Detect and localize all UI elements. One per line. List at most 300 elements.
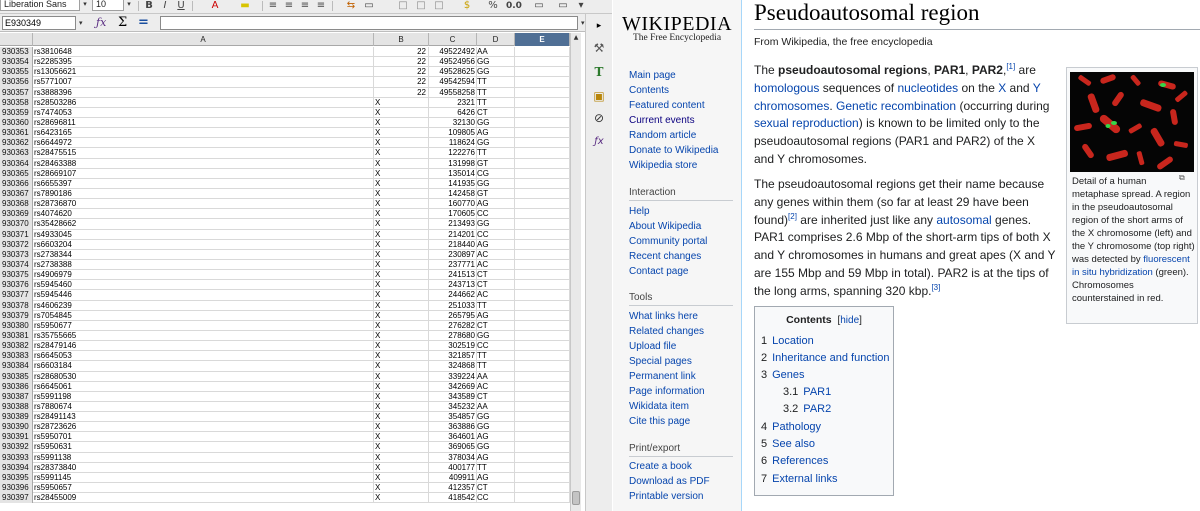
- toc-hide-toggle[interactable]: [837, 315, 861, 326]
- add-decimal-icon[interactable]: ▭: [534, 0, 544, 11]
- reference-1[interactable]: [1]: [1006, 62, 1016, 71]
- cell-snp-id[interactable]: rs2738388: [33, 260, 374, 270]
- cell-chromosome[interactable]: [374, 260, 429, 270]
- cell-snp-id[interactable]: rs28723626: [33, 422, 374, 432]
- row-header[interactable]: 930389: [0, 412, 33, 422]
- cell-chromosome[interactable]: [374, 483, 429, 493]
- cell-genotype[interactable]: CC: [477, 209, 515, 219]
- cell-genotype[interactable]: CG: [477, 169, 515, 179]
- link-homologous[interactable]: homologous: [754, 80, 820, 95]
- cell-chromosome[interactable]: [374, 493, 429, 503]
- cell-position[interactable]: [429, 392, 477, 402]
- cell-position[interactable]: [429, 270, 477, 280]
- cell-chromosome[interactable]: [374, 148, 429, 158]
- cell-chromosome[interactable]: [374, 47, 429, 57]
- cell-empty[interactable]: [515, 77, 570, 87]
- cell-empty[interactable]: [515, 88, 570, 98]
- cell-genotype[interactable]: CC: [477, 493, 515, 503]
- cell-genotype[interactable]: CC: [477, 230, 515, 240]
- cell-genotype[interactable]: AG: [477, 311, 515, 321]
- row-header[interactable]: 930357: [0, 88, 33, 98]
- link-fluorescent-in-situ-hybridization[interactable]: fluorescent in situ hybridization: [1072, 254, 1190, 278]
- cell-snp-id[interactable]: rs28503286: [33, 98, 374, 108]
- nav-wikidata-item[interactable]: Wikidata item: [629, 401, 690, 412]
- row-header[interactable]: 930394: [0, 463, 33, 473]
- toc-item-see-also[interactable]: [761, 438, 815, 450]
- cell-position[interactable]: [429, 372, 477, 382]
- cell-genotype[interactable]: AG: [477, 453, 515, 463]
- cell-empty[interactable]: [515, 290, 570, 300]
- column-header-d[interactable]: D: [477, 33, 515, 46]
- cell-position[interactable]: [429, 138, 477, 148]
- nav-upload-file[interactable]: Upload file: [629, 341, 677, 352]
- cell-position[interactable]: [429, 442, 477, 452]
- cell-chromosome[interactable]: [374, 301, 429, 311]
- cell-empty[interactable]: [515, 57, 570, 67]
- cell-position[interactable]: [429, 331, 477, 341]
- cell-position[interactable]: [429, 351, 477, 361]
- cell-snp-id[interactable]: rs5950631: [33, 442, 374, 452]
- cell-empty[interactable]: [515, 301, 570, 311]
- nav-wikipedia-store[interactable]: Wikipedia store: [629, 160, 698, 171]
- cell-genotype[interactable]: CT: [477, 280, 515, 290]
- nav-cite-this-page[interactable]: Cite this page: [629, 416, 691, 427]
- row-header[interactable]: 930378: [0, 301, 33, 311]
- vertical-scrollbar[interactable]: [570, 33, 581, 511]
- nav-related-changes[interactable]: Related changes: [629, 326, 705, 337]
- nav-create-book[interactable]: Create a book: [629, 461, 692, 472]
- cell-snp-id[interactable]: rs3888396: [33, 88, 374, 98]
- cell-position[interactable]: [429, 311, 477, 321]
- cell-chromosome[interactable]: [374, 351, 429, 361]
- cell-position[interactable]: [429, 493, 477, 503]
- cell-snp-id[interactable]: rs28463388: [33, 159, 374, 169]
- cell-chromosome[interactable]: [374, 372, 429, 382]
- cell-empty[interactable]: [515, 402, 570, 412]
- cell-empty[interactable]: [515, 128, 570, 138]
- toc-hide-link[interactable]: hide: [840, 315, 860, 326]
- cell-snp-id[interactable]: rs7054845: [33, 311, 374, 321]
- cell-chromosome[interactable]: [374, 321, 429, 331]
- nav-about[interactable]: About Wikipedia: [629, 221, 702, 232]
- link-x[interactable]: X: [998, 80, 1007, 95]
- cell-genotype[interactable]: GG: [477, 412, 515, 422]
- toc-item-references[interactable]: [761, 455, 828, 467]
- cell-empty[interactable]: [515, 280, 570, 290]
- cell-empty[interactable]: [515, 240, 570, 250]
- wikipedia-logo[interactable]: [613, 0, 741, 56]
- cell-position[interactable]: [429, 98, 477, 108]
- properties-icon[interactable]: ⚒: [593, 41, 605, 55]
- percent-icon[interactable]: %: [488, 0, 498, 11]
- cell-grid[interactable]: [0, 47, 570, 511]
- cell-position[interactable]: [429, 199, 477, 209]
- cell-chromosome[interactable]: [374, 199, 429, 209]
- cell-empty[interactable]: [515, 341, 570, 351]
- cell-empty[interactable]: [515, 311, 570, 321]
- cell-position[interactable]: [429, 169, 477, 179]
- row-header[interactable]: 930385: [0, 372, 33, 382]
- row-header[interactable]: 930393: [0, 453, 33, 463]
- row-header[interactable]: 930374: [0, 260, 33, 270]
- cell-empty[interactable]: [515, 230, 570, 240]
- italic-icon[interactable]: I: [163, 0, 167, 11]
- row-header[interactable]: 930388: [0, 402, 33, 412]
- cell-chromosome[interactable]: [374, 169, 429, 179]
- link-nucleotides[interactable]: nucleotides: [897, 80, 959, 95]
- row-header[interactable]: 930382: [0, 341, 33, 351]
- cell-snp-id[interactable]: rs5950701: [33, 432, 374, 442]
- row-header[interactable]: 930395: [0, 473, 33, 483]
- cell-chromosome[interactable]: [374, 331, 429, 341]
- toolbar-overflow-icon[interactable]: ▾: [578, 0, 584, 11]
- cell-chromosome[interactable]: [374, 280, 429, 290]
- cell-genotype[interactable]: AC: [477, 382, 515, 392]
- cell-chromosome[interactable]: [374, 250, 429, 260]
- border-style-icon[interactable]: □: [416, 0, 426, 11]
- cell-snp-id[interactable]: rs7474053: [33, 108, 374, 118]
- cell-chromosome[interactable]: [374, 402, 429, 412]
- cell-position[interactable]: [429, 128, 477, 138]
- row-header[interactable]: 930384: [0, 361, 33, 371]
- scroll-up-icon[interactable]: ▲: [573, 34, 579, 41]
- cell-empty[interactable]: [515, 463, 570, 473]
- row-header[interactable]: 930363: [0, 148, 33, 158]
- cell-position[interactable]: [429, 341, 477, 351]
- cell-snp-id[interactable]: rs13056621: [33, 67, 374, 77]
- toc-item-inheritance[interactable]: [761, 352, 890, 364]
- cell-genotype[interactable]: GT: [477, 159, 515, 169]
- cell-empty[interactable]: [515, 219, 570, 229]
- cell-snp-id[interactable]: rs6644972: [33, 138, 374, 148]
- cell-genotype[interactable]: CT: [477, 392, 515, 402]
- cell-chromosome[interactable]: [374, 98, 429, 108]
- row-header[interactable]: 930383: [0, 351, 33, 361]
- sum-icon[interactable]: Σ: [118, 15, 128, 30]
- cell-position[interactable]: [429, 47, 477, 57]
- font-size-box[interactable]: 10: [92, 0, 124, 11]
- align-left-icon[interactable]: ≡: [268, 0, 278, 11]
- cell-position[interactable]: [429, 280, 477, 290]
- cell-genotype[interactable]: TT: [477, 301, 515, 311]
- borders-icon[interactable]: □: [398, 0, 408, 11]
- cell-chromosome[interactable]: [374, 392, 429, 402]
- row-header[interactable]: 930397: [0, 493, 33, 503]
- cell-chromosome[interactable]: [374, 382, 429, 392]
- row-header[interactable]: 930356: [0, 77, 33, 87]
- cell-position[interactable]: [429, 148, 477, 158]
- cell-chromosome[interactable]: [374, 422, 429, 432]
- cell-empty[interactable]: [515, 422, 570, 432]
- cell-position[interactable]: [429, 422, 477, 432]
- functions-icon[interactable]: ƒx: [594, 136, 604, 147]
- cell-genotype[interactable]: TT: [477, 98, 515, 108]
- nav-contact-page[interactable]: Contact page: [629, 266, 689, 277]
- cell-empty[interactable]: [515, 148, 570, 158]
- row-header[interactable]: 930392: [0, 442, 33, 452]
- row-header[interactable]: 930354: [0, 57, 33, 67]
- cell-chromosome[interactable]: [374, 412, 429, 422]
- toc-item-par2[interactable]: [783, 403, 831, 415]
- cell-genotype[interactable]: TT: [477, 351, 515, 361]
- cell-snp-id[interactable]: rs6645053: [33, 351, 374, 361]
- row-header[interactable]: 930376: [0, 280, 33, 290]
- cell-empty[interactable]: [515, 392, 570, 402]
- column-header-e[interactable]: E: [515, 33, 570, 46]
- toc-item-pathology[interactable]: [761, 421, 821, 433]
- cell-genotype[interactable]: AG: [477, 128, 515, 138]
- formula-expand-icon[interactable]: ▾: [581, 19, 585, 27]
- cell-empty[interactable]: [515, 432, 570, 442]
- cell-snp-id[interactable]: rs28491143: [33, 412, 374, 422]
- cell-position[interactable]: [429, 108, 477, 118]
- cell-chromosome[interactable]: [374, 179, 429, 189]
- row-header[interactable]: 930364: [0, 159, 33, 169]
- column-header-a[interactable]: A: [33, 33, 374, 46]
- cell-chromosome[interactable]: [374, 118, 429, 128]
- column-header-c[interactable]: C: [429, 33, 477, 46]
- cell-empty[interactable]: [515, 382, 570, 392]
- metaphase-spread-image[interactable]: [1070, 72, 1194, 172]
- row-header[interactable]: 930368: [0, 199, 33, 209]
- cell-snp-id[interactable]: rs6423165: [33, 128, 374, 138]
- reference-2[interactable]: [2]: [788, 211, 797, 221]
- cell-position[interactable]: [429, 473, 477, 483]
- nav-page-information[interactable]: Page information: [629, 386, 705, 397]
- cell-genotype[interactable]: AG: [477, 199, 515, 209]
- row-header[interactable]: 930360: [0, 118, 33, 128]
- cell-position[interactable]: [429, 453, 477, 463]
- cell-position[interactable]: [429, 118, 477, 128]
- cell-position[interactable]: [429, 432, 477, 442]
- cell-snp-id[interactable]: rs7880674: [33, 402, 374, 412]
- row-header[interactable]: 930355: [0, 67, 33, 77]
- cell-empty[interactable]: [515, 321, 570, 331]
- cell-snp-id[interactable]: rs35428662: [33, 219, 374, 229]
- cell-genotype[interactable]: GG: [477, 179, 515, 189]
- cell-chromosome[interactable]: [374, 189, 429, 199]
- cell-genotype[interactable]: TT: [477, 361, 515, 371]
- cell-snp-id[interactable]: rs6603204: [33, 240, 374, 250]
- row-header[interactable]: 930371: [0, 230, 33, 240]
- cell-chromosome[interactable]: [374, 67, 429, 77]
- nav-permanent-link[interactable]: Permanent link: [629, 371, 696, 382]
- align-center-icon[interactable]: ≡: [284, 0, 294, 11]
- cell-empty[interactable]: [515, 331, 570, 341]
- row-header[interactable]: 930365: [0, 169, 33, 179]
- cell-empty[interactable]: [515, 209, 570, 219]
- cell-chromosome[interactable]: [374, 290, 429, 300]
- row-header[interactable]: 930366: [0, 179, 33, 189]
- cell-position[interactable]: [429, 159, 477, 169]
- cell-snp-id[interactable]: rs28479146: [33, 341, 374, 351]
- cell-genotype[interactable]: GG: [477, 138, 515, 148]
- cell-position[interactable]: [429, 260, 477, 270]
- nav-current-events[interactable]: Current events: [629, 115, 695, 126]
- toc-item-par1[interactable]: [783, 386, 831, 398]
- cell-genotype[interactable]: AG: [477, 432, 515, 442]
- row-header[interactable]: 930396: [0, 483, 33, 493]
- select-all-corner[interactable]: [0, 33, 33, 46]
- cell-genotype[interactable]: GT: [477, 189, 515, 199]
- cell-position[interactable]: [429, 412, 477, 422]
- cell-snp-id[interactable]: rs5771007: [33, 77, 374, 87]
- cell-empty[interactable]: [515, 179, 570, 189]
- row-header[interactable]: 930359: [0, 108, 33, 118]
- cell-genotype[interactable]: CT: [477, 270, 515, 280]
- cell-chromosome[interactable]: [374, 230, 429, 240]
- cell-snp-id[interactable]: rs4906979: [33, 270, 374, 280]
- cell-position[interactable]: [429, 219, 477, 229]
- name-box-dropdown-icon[interactable]: ▾: [79, 19, 83, 27]
- cell-position[interactable]: [429, 463, 477, 473]
- cell-chromosome[interactable]: [374, 108, 429, 118]
- nav-download-pdf[interactable]: Download as PDF: [629, 476, 710, 487]
- row-header[interactable]: 930367: [0, 189, 33, 199]
- cell-genotype[interactable]: GG: [477, 67, 515, 77]
- cell-chromosome[interactable]: [374, 442, 429, 452]
- cell-snp-id[interactable]: rs3810648: [33, 47, 374, 57]
- nav-community-portal[interactable]: Community portal: [629, 236, 708, 247]
- toc-item-location[interactable]: [761, 335, 814, 347]
- styles-icon[interactable]: T: [594, 65, 604, 79]
- cell-genotype[interactable]: TT: [477, 463, 515, 473]
- cell-empty[interactable]: [515, 260, 570, 270]
- nav-main-page[interactable]: Main page: [629, 70, 676, 81]
- cell-empty[interactable]: [515, 189, 570, 199]
- bold-icon[interactable]: B: [145, 0, 153, 11]
- cell-genotype[interactable]: GG: [477, 118, 515, 128]
- cell-genotype[interactable]: GG: [477, 331, 515, 341]
- scrollbar-thumb[interactable]: [572, 491, 580, 505]
- cell-position[interactable]: [429, 209, 477, 219]
- nav-printable-version[interactable]: Printable version: [629, 491, 704, 502]
- cell-empty[interactable]: [515, 250, 570, 260]
- cell-empty[interactable]: [515, 412, 570, 422]
- formula-input[interactable]: [160, 16, 578, 30]
- cell-position[interactable]: [429, 402, 477, 412]
- cell-chromosome[interactable]: [374, 128, 429, 138]
- cell-genotype[interactable]: GG: [477, 442, 515, 452]
- cell-genotype[interactable]: CT: [477, 321, 515, 331]
- underline-icon[interactable]: U: [177, 0, 185, 11]
- row-header[interactable]: 930381: [0, 331, 33, 341]
- row-header[interactable]: 930358: [0, 98, 33, 108]
- cell-genotype[interactable]: CT: [477, 483, 515, 493]
- delete-decimal-icon[interactable]: ▭: [558, 0, 568, 11]
- cell-snp-id[interactable]: rs28736870: [33, 199, 374, 209]
- cell-snp-id[interactable]: rs5950677: [33, 321, 374, 331]
- cell-snp-id[interactable]: rs5945446: [33, 290, 374, 300]
- cell-genotype[interactable]: TT: [477, 148, 515, 158]
- cell-chromosome[interactable]: [374, 88, 429, 98]
- row-header[interactable]: 930386: [0, 382, 33, 392]
- cell-empty[interactable]: [515, 67, 570, 77]
- cell-snp-id[interactable]: rs28696811: [33, 118, 374, 128]
- cell-snp-id[interactable]: rs2285395: [33, 57, 374, 67]
- cell-snp-id[interactable]: rs28475515: [33, 148, 374, 158]
- cell-chromosome[interactable]: [374, 453, 429, 463]
- cell-snp-id[interactable]: rs5945460: [33, 280, 374, 290]
- cell-chromosome[interactable]: [374, 209, 429, 219]
- nav-help[interactable]: Help: [629, 206, 650, 217]
- cell-chromosome[interactable]: [374, 311, 429, 321]
- cell-genotype[interactable]: GG: [477, 219, 515, 229]
- toc-item-genes[interactable]: [761, 369, 805, 381]
- cell-snp-id[interactable]: rs35755665: [33, 331, 374, 341]
- cell-empty[interactable]: [515, 361, 570, 371]
- cell-empty[interactable]: [515, 493, 570, 503]
- cell-position[interactable]: [429, 67, 477, 77]
- nav-what-links-here[interactable]: What links here: [629, 311, 698, 322]
- cell-genotype[interactable]: AG: [477, 240, 515, 250]
- cell-genotype[interactable]: TT: [477, 77, 515, 87]
- font-name-dropdown-icon[interactable]: ▾: [83, 1, 87, 8]
- sidebar-menu-icon[interactable]: ▸: [596, 21, 602, 31]
- nav-recent-changes[interactable]: Recent changes: [629, 251, 702, 262]
- cell-snp-id[interactable]: rs28680530: [33, 372, 374, 382]
- cell-empty[interactable]: [515, 199, 570, 209]
- cell-snp-id[interactable]: rs6603184: [33, 361, 374, 371]
- cell-genotype[interactable]: TT: [477, 88, 515, 98]
- cell-genotype[interactable]: GG: [477, 422, 515, 432]
- nav-featured-content[interactable]: Featured content: [629, 100, 705, 111]
- font-name-box[interactable]: Liberation Sans: [0, 0, 80, 11]
- row-header[interactable]: 930362: [0, 138, 33, 148]
- cell-empty[interactable]: [515, 159, 570, 169]
- cell-genotype[interactable]: AC: [477, 290, 515, 300]
- function-wizard-icon[interactable]: ƒx: [96, 16, 107, 29]
- row-header[interactable]: 930361: [0, 128, 33, 138]
- cell-genotype[interactable]: AA: [477, 372, 515, 382]
- cell-position[interactable]: [429, 179, 477, 189]
- cell-chromosome[interactable]: [374, 361, 429, 371]
- toc-item-external-links[interactable]: [761, 473, 838, 485]
- cell-genotype[interactable]: AC: [477, 250, 515, 260]
- cell-position[interactable]: [429, 382, 477, 392]
- border-color-icon[interactable]: □: [434, 0, 444, 11]
- cell-empty[interactable]: [515, 138, 570, 148]
- wrap-text-icon[interactable]: ▭: [364, 0, 374, 11]
- cell-chromosome[interactable]: [374, 341, 429, 351]
- cell-chromosome[interactable]: [374, 240, 429, 250]
- cell-snp-id[interactable]: rs5991138: [33, 453, 374, 463]
- cell-snp-id[interactable]: rs2738344: [33, 250, 374, 260]
- number-format-button[interactable]: 0.0: [506, 1, 522, 11]
- highlight-icon[interactable]: ▬: [240, 0, 250, 11]
- cell-position[interactable]: [429, 321, 477, 331]
- row-header[interactable]: 930353: [0, 47, 33, 57]
- cell-snp-id[interactable]: rs6645061: [33, 382, 374, 392]
- link-autosomal[interactable]: autosomal: [936, 212, 992, 227]
- link-genetic-recombination[interactable]: Genetic recombination: [836, 98, 957, 113]
- row-header[interactable]: 930391: [0, 432, 33, 442]
- cell-chromosome[interactable]: [374, 473, 429, 483]
- cell-position[interactable]: [429, 230, 477, 240]
- cell-empty[interactable]: [515, 372, 570, 382]
- row-header[interactable]: 930379: [0, 311, 33, 321]
- row-header[interactable]: 930369: [0, 209, 33, 219]
- merge-cells-icon[interactable]: ⇆: [346, 0, 356, 11]
- link-sexual-reproduction[interactable]: sexual reproduction: [754, 116, 859, 131]
- font-size-dropdown-icon[interactable]: ▾: [127, 1, 131, 8]
- cell-position[interactable]: [429, 189, 477, 199]
- cell-position[interactable]: [429, 361, 477, 371]
- row-header[interactable]: 930372: [0, 240, 33, 250]
- cell-position[interactable]: [429, 88, 477, 98]
- cell-genotype[interactable]: CT: [477, 108, 515, 118]
- row-header[interactable]: 930380: [0, 321, 33, 331]
